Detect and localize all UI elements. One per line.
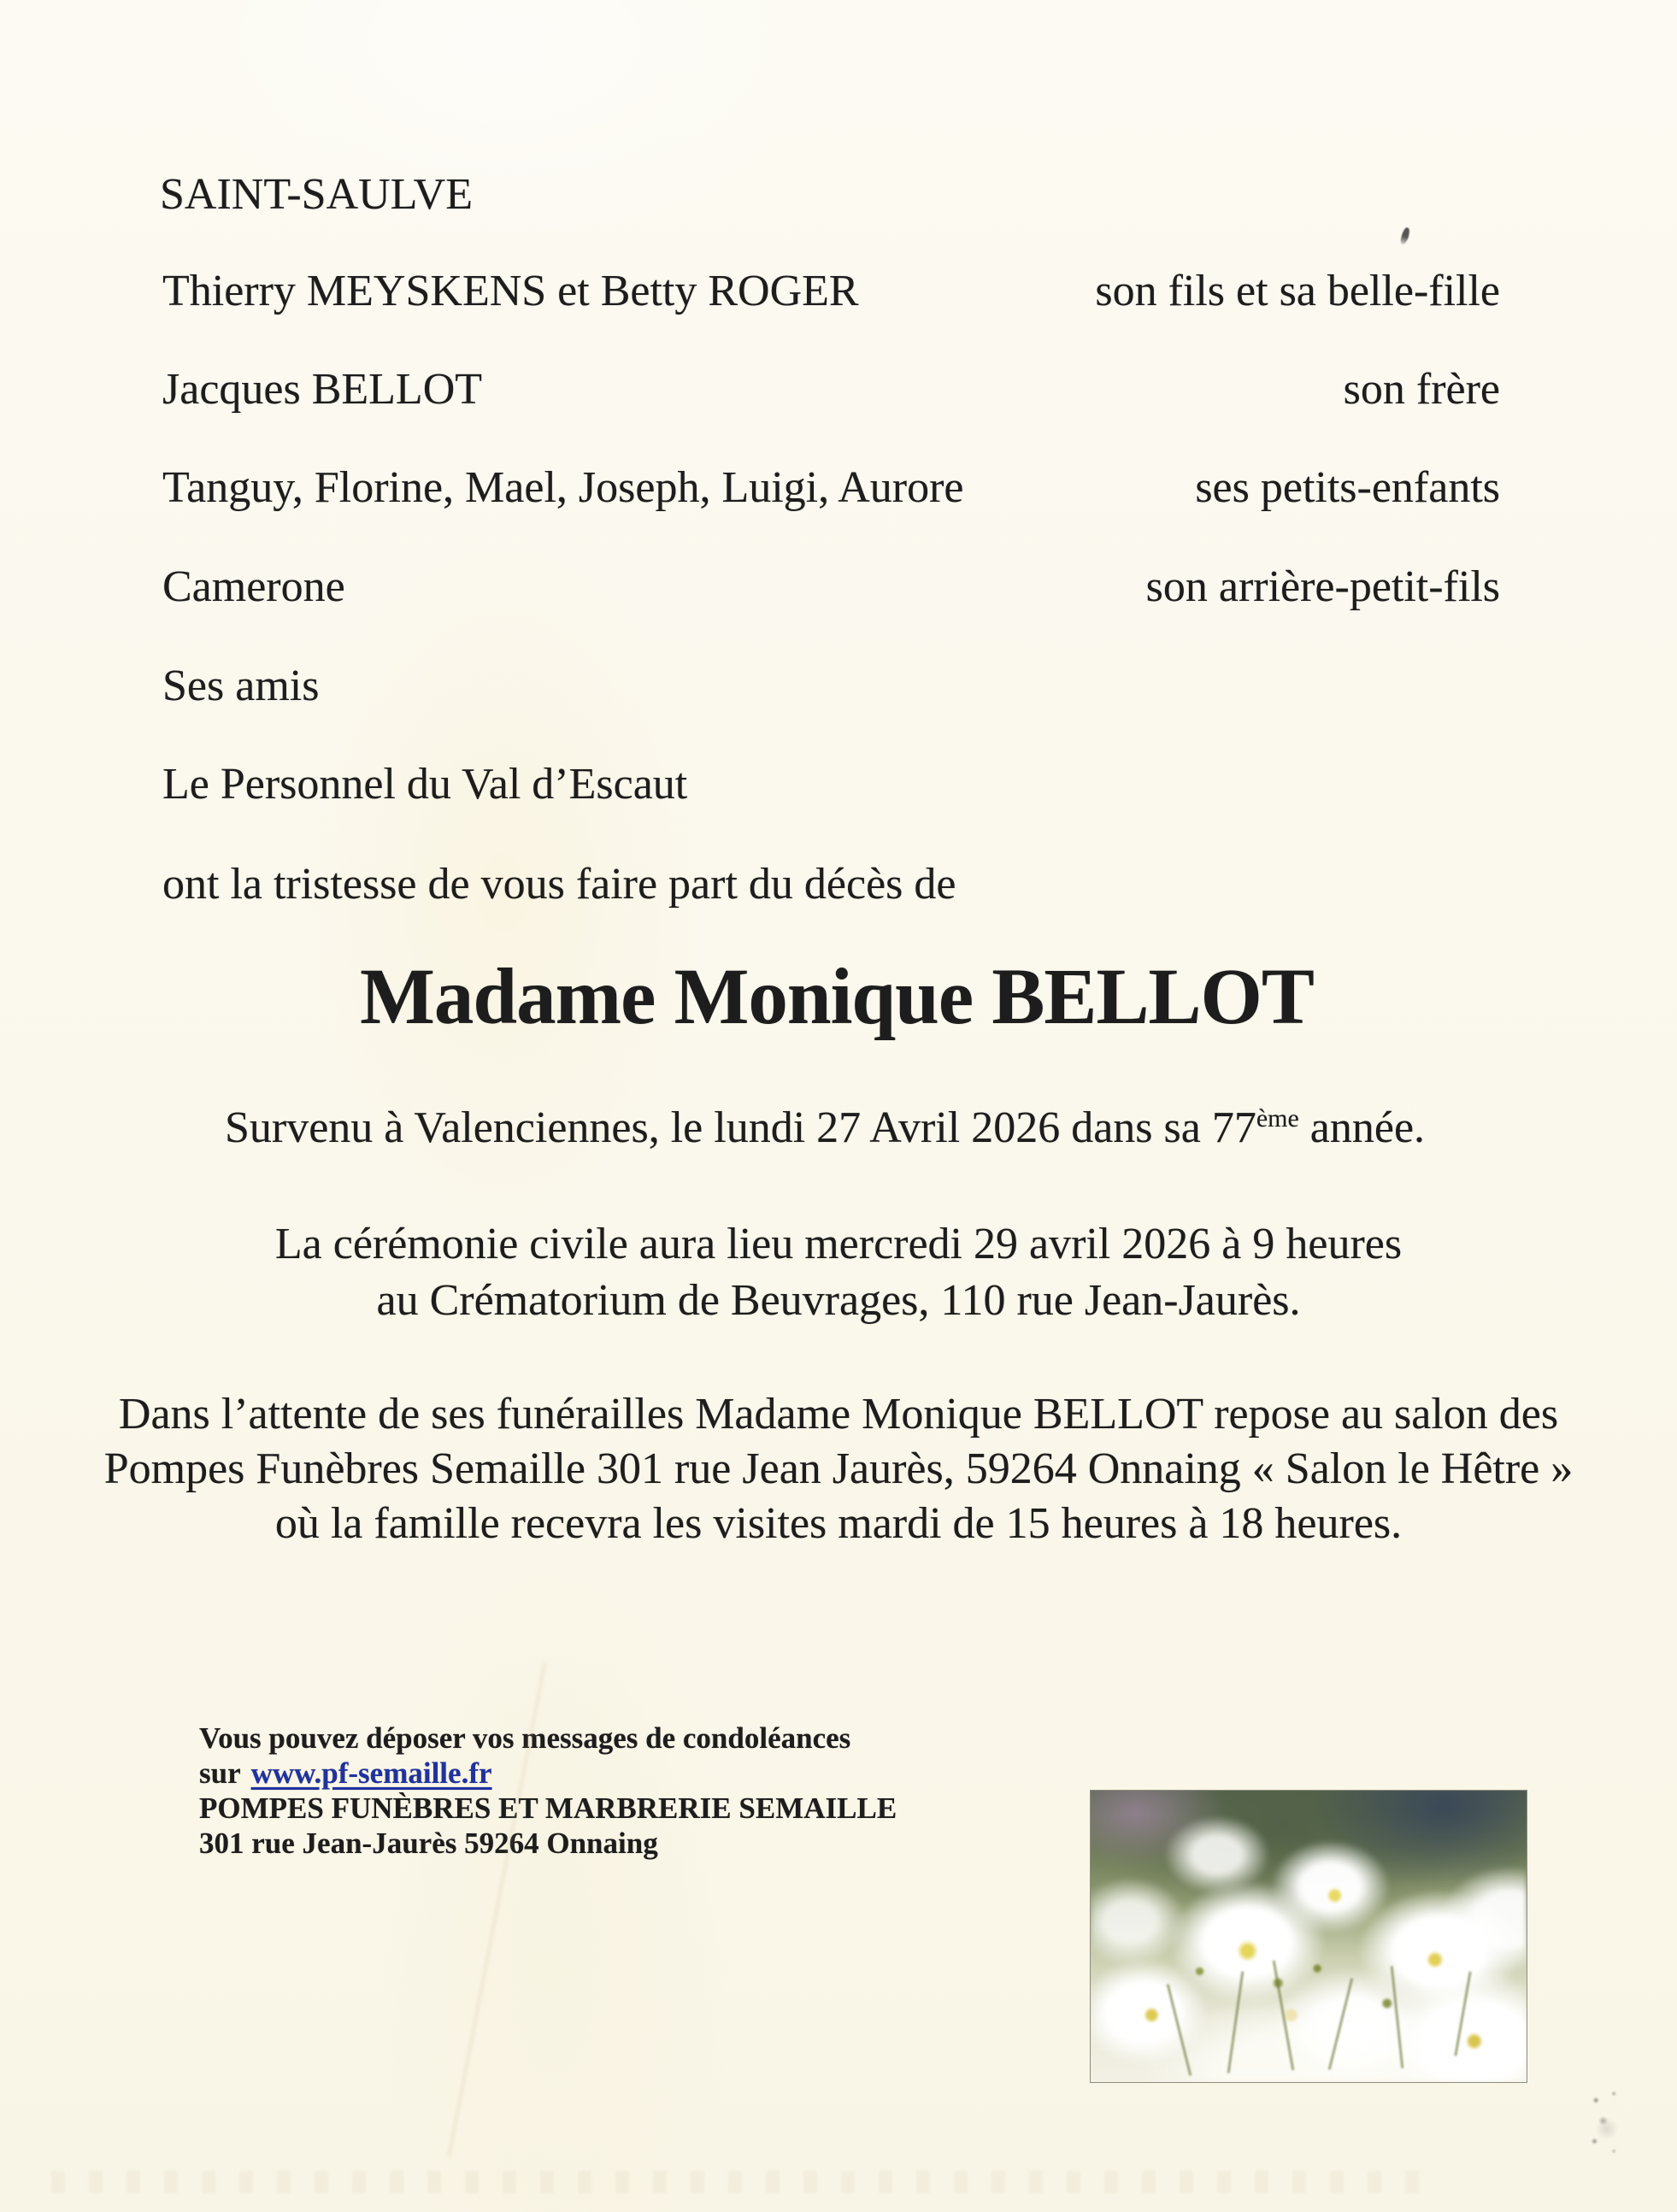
repose-line-2: Pompes Funèbres Semaille 301 rue Jean Jaurès, 59264 Onnaing « Salon le Hêtre » <box>103 1444 1574 1493</box>
family-relation: son fils et sa belle-fille <box>1095 267 1500 315</box>
family-row <box>162 363 1500 416</box>
company-name: POMPES FUNÈBRES ET MARBRERIE SEMAILLE <box>199 1791 897 1825</box>
scan-smudge-artifact <box>1574 2084 1646 2166</box>
ceremony-paragraph <box>0 1216 1677 1329</box>
family-row <box>162 758 1500 811</box>
deceased-name-title: Madame Monique BELLOT <box>360 953 1314 1041</box>
family-row <box>162 561 1500 614</box>
ceremony-line-1: La cérémonie civile aura lieu mercredi 29 avril 2026 à 9 heures <box>274 1220 1403 1268</box>
death-notice-text: Survenu à Valenciennes, le lundi 27 Avril 2026 dans sa 77 <box>224 1103 1256 1152</box>
photo-flower-centers <box>1091 1791 1527 2082</box>
city-heading: SAINT-SAULVE <box>160 170 473 219</box>
repose-line-3: où la famille recevra les visites mardi de 15 heures à 18 heures. <box>274 1499 1403 1548</box>
family-row <box>162 462 1500 515</box>
family-relation: son arrière-petit-fils <box>1145 562 1500 611</box>
scan-speck-artifact <box>1399 226 1410 244</box>
funeral-home-footer <box>199 1721 897 1861</box>
family-names: Ses amis <box>162 662 320 710</box>
company-address: 301 rue Jean-Jaurès 59264 Onnaing <box>199 1827 658 1860</box>
repose-line-1: Dans l’attente de ses funérailles Madame Monique BELLOT repose au salon des <box>118 1390 1559 1438</box>
death-notice-line <box>0 1102 1650 1155</box>
family-names: Le Personnel du Val d’Escaut <box>162 760 688 809</box>
death-notice-text-end: année. <box>1298 1103 1426 1152</box>
website-line <box>199 1756 897 1791</box>
announcement-line: ont la tristesse de vous faire part du décès de <box>162 860 956 909</box>
family-row <box>162 265 1500 318</box>
family-relation: ses petits-enfants <box>1195 463 1500 512</box>
family-relation: son frère <box>1343 365 1500 414</box>
family-names: Jacques BELLOT <box>162 365 483 414</box>
family-row <box>162 660 1500 713</box>
website-prefix: sur <box>199 1756 241 1790</box>
family-names: Camerone <box>162 562 345 611</box>
repose-paragraph <box>0 1387 1677 1551</box>
ceremony-line-2: au Crématorium de Beuvrages, 110 rue Jean-Jaurès. <box>376 1276 1301 1325</box>
condolences-message: Vous pouvez déposer vos messages de condoléances <box>199 1721 851 1755</box>
family-names: Thierry MEYSKENS et Betty ROGER <box>162 267 859 315</box>
family-names: Tanguy, Florine, Mael, Joseph, Luigi, Aurore <box>162 463 964 512</box>
website-link: www.pf-semaille.fr <box>250 1756 492 1790</box>
scan-noise-artifact <box>51 2171 1419 2193</box>
flowers-photo <box>1090 1790 1527 2083</box>
ordinal-superscript: ème <box>1256 1104 1299 1132</box>
